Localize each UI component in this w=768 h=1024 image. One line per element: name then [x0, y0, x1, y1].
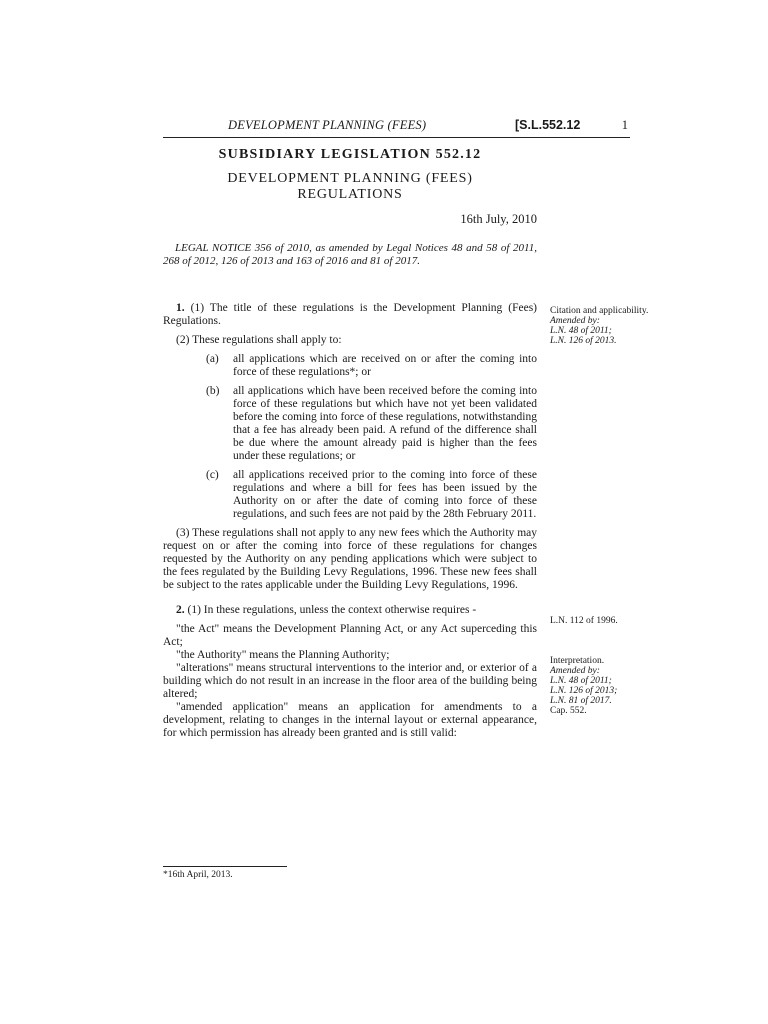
regulation-title [163, 171, 537, 203]
page-number: 1 [621, 118, 628, 132]
header-rule [163, 137, 630, 138]
regulation-1-para-3: (3) These regulations shall not apply to any new fees which the Authority may request on or after the coming into force of these regulations for changes requested by the Authority on any pending applications which were subject to the fees regulated by the Building Levy Regulations, 1996. These new fees shall be subject to the rates applicable under the Building Levy Regulations, 1996. [163, 527, 537, 591]
side-note-ln: L.N. 48 of 2011; [550, 676, 612, 686]
regulation-1-para-1-text: (1) The title of these regulations is the Development Planning (Fees) Regulations. [163, 302, 537, 327]
regulation-1-para-2: (2) These regulations shall apply to: [176, 334, 342, 346]
definition-alterations: "alterations" means structural interventions to the interior and, or exterior of a building which do not result in an increase in the floor area of the building being altered; [163, 662, 537, 700]
list-item-label: (c) [206, 469, 219, 481]
side-note-ln: L.N. 126 of 2013. [550, 336, 617, 346]
side-note-interpretation [550, 656, 650, 716]
legal-notice: LEGAL NOTICE 356 of 2010, as amended by Legal Notices 48 and 58 of 2011, 268 of 2012, 126 of 2013 and 163 of 2016 and 81 of 2017. [163, 242, 537, 267]
side-note-cap: Cap. 552. [550, 706, 587, 716]
side-note-ln: L.N. 126 of 2013; [550, 686, 618, 696]
side-note-amended: Amended by: [550, 666, 600, 676]
definition-the-act: "the Act" means the Development Planning Act, or any Act superceding this Act; [163, 623, 537, 648]
side-note-citation [550, 306, 650, 346]
side-note-heading: Citation and applicability. [550, 306, 649, 316]
document-body [163, 302, 537, 740]
regulation-2-number: 2. [176, 604, 185, 616]
list-item-a [163, 353, 537, 379]
running-header [163, 118, 630, 136]
list-item-text: all applications received prior to the coming into force of these regulations and where a bill for fees has been issued by the Authority on or after the date of coming into force of these regulations, and such fees are not paid by the 28th February 2011. [233, 469, 537, 520]
regulation-title-line-2: REGULATIONS [297, 187, 403, 202]
running-header-title: DEVELOPMENT PLANNING (FEES) [228, 118, 427, 132]
footnote-rule [163, 866, 287, 867]
side-note-heading: Interpretation. [550, 656, 605, 666]
regulation-title-line-1: DEVELOPMENT PLANNING (FEES) [227, 171, 473, 186]
regulation-1-para-1 [163, 302, 537, 328]
list-item-label: (a) [206, 353, 219, 365]
list-item-b [163, 385, 537, 463]
regulation-2-para-1 [163, 604, 537, 617]
list-item-label: (b) [206, 385, 220, 397]
list-item-c [163, 469, 537, 521]
side-note-ln: L.N. 81 of 2017. [550, 696, 612, 706]
list-item-text: all applications which are received on or after the coming into force of these regulations*; or [233, 353, 537, 378]
subsidiary-legislation-heading: SUBSIDIARY LEGISLATION 552.12 [218, 147, 482, 162]
side-note-amended: Amended by: [550, 316, 600, 326]
list-item-text: all applications which have been received before the coming into force of these regulations but which have not yet been validated before the coming into force of these regulations, notwithstanding that a fee has already been paid. A refund of the difference shall be due where the amount already paid is higher than the fees under these regulations; or [233, 385, 537, 462]
definition-amended-application: "amended application" means an application for amendments to a development, relating to changes in the internal layout or external appearance, for which permission has already been granted and is still valid: [163, 701, 537, 739]
running-header-reference: [S.L.552.12 [515, 118, 581, 132]
side-note-ln: L.N. 48 of 2011; [550, 326, 612, 336]
enactment-date: 16th July, 2010 [460, 212, 537, 226]
regulation-1-number: 1. [176, 302, 185, 314]
definition-the-authority: "the Authority" means the Planning Authority; [176, 649, 390, 661]
side-note-ln-112: L.N. 112 of 1996. [550, 616, 618, 626]
footnote: *16th April, 2013. [163, 870, 233, 880]
regulation-2-para-1-text: (1) In these regulations, unless the context otherwise requires - [187, 604, 477, 616]
